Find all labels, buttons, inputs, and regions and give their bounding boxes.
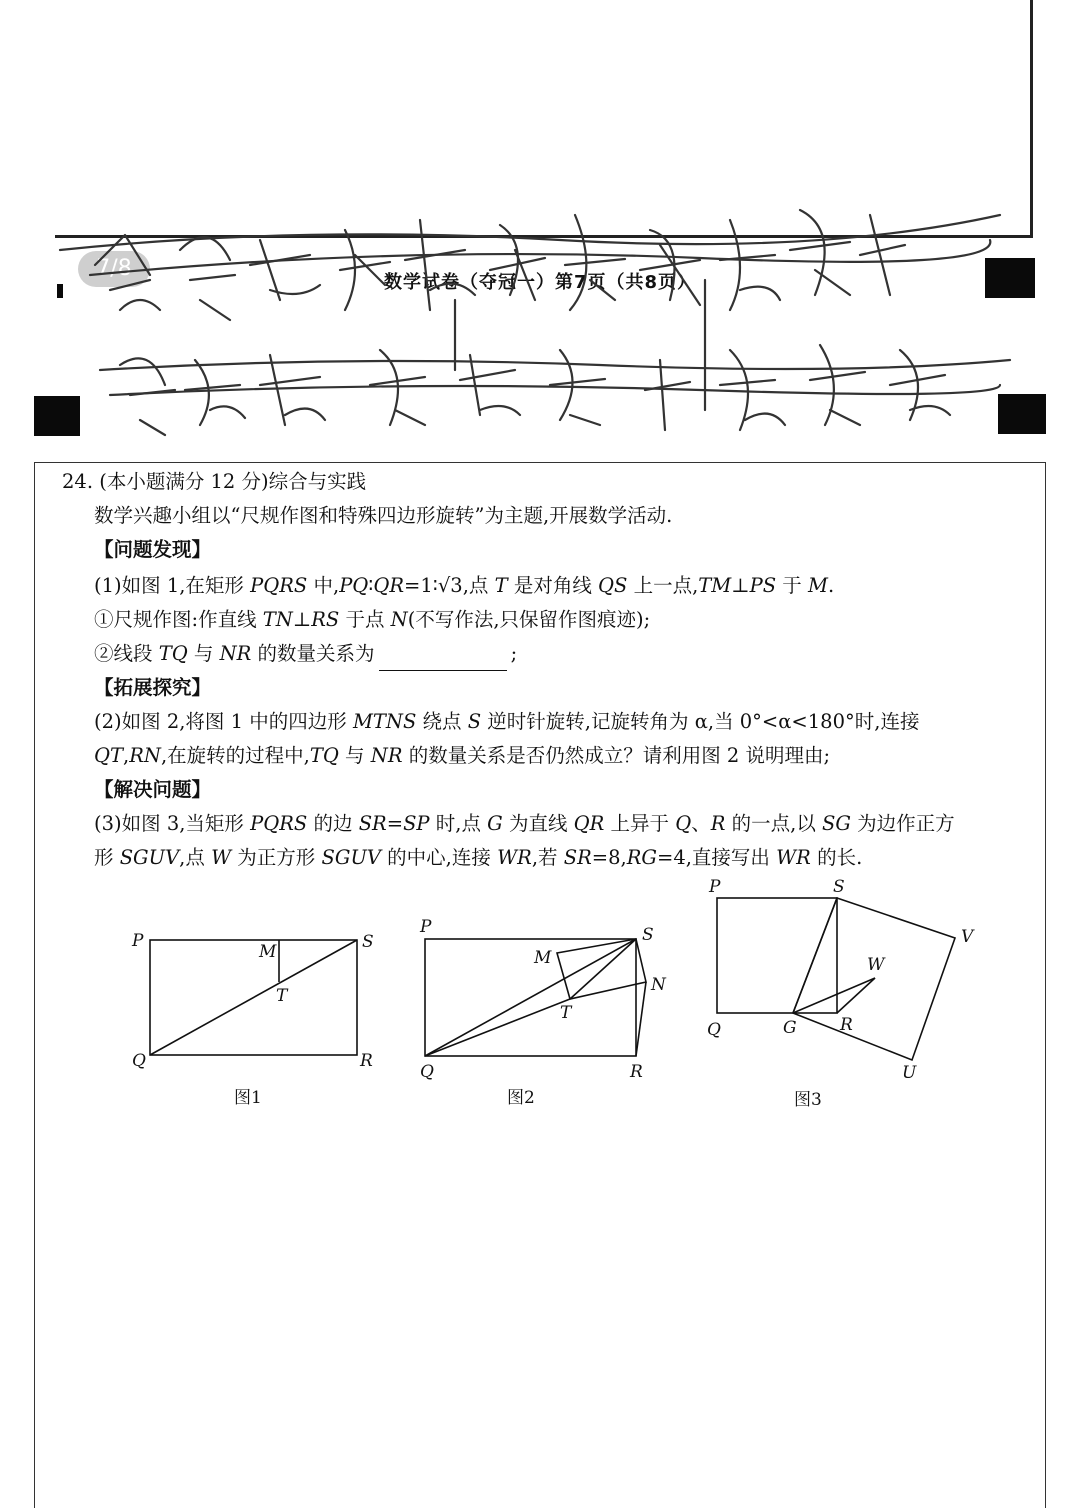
part1-sub1: ①尺规作图:作直线 TN⊥RS 于点 N(不写作法,只保留作图痕迹);: [94, 608, 651, 631]
page-footer: 数学试卷（夺冠一）第7页（共8页）: [383, 272, 697, 293]
fig2-label-q: Q: [420, 1062, 434, 1082]
part1-sub2: ②线段 TQ 与 NR 的数量关系为 ;: [94, 637, 517, 671]
fig1-label-p: P: [132, 931, 144, 951]
fig1-label-q: Q: [132, 1051, 146, 1071]
fig3-label-v: V: [961, 927, 974, 947]
question-header: (本小题满分 12 分)综合与实践: [99, 470, 367, 493]
fig3-caption: 图3: [794, 1090, 822, 1110]
fig3-segment-gw: [793, 978, 875, 1013]
fig2-segment-qt: [425, 999, 570, 1056]
section-problem-discovery: 【问题发现】: [94, 538, 212, 561]
fig3-segment-wr: [837, 978, 875, 1013]
figure-2: [410, 910, 690, 1085]
section-extended-exploration: 【拓展探究】: [94, 676, 212, 699]
fig2-label-n: N: [651, 975, 666, 995]
fig1-label-r: R: [360, 1051, 373, 1071]
page-counter-badge: 7/8: [78, 251, 150, 287]
fig3-square-pqrs: [717, 898, 837, 1013]
fig1-caption: 图1: [234, 1088, 262, 1108]
question-number: 24.: [62, 470, 94, 493]
fig3-label-g: G: [783, 1018, 797, 1038]
fig2-segment-rn: [636, 982, 646, 1056]
part3-statement-line1: (3)如图 3,当矩形 PQRS 的边 SR=SP 时,点 G 为直线 QR 上异于 Q、R 的一点,以 SG 为边作正方: [94, 812, 955, 835]
part1-statement: (1)如图 1,在矩形 PQRS 中,PQ∶QR=1∶√3,点 T 是对角线 QS 上一点,TM⊥PS 于 M.: [94, 574, 835, 597]
figure-3: [695, 870, 985, 1085]
fig1-label-t: T: [276, 986, 288, 1006]
answer-blank[interactable]: [379, 650, 507, 671]
fig3-label-q: Q: [707, 1020, 721, 1040]
fig3-label-s: S: [833, 877, 845, 897]
part3-statement-line2: 形 SGUV,点 W 为正方形 SGUV 的中心,连接 WR,若 SR=8,RG=4,直接写出 WR 的长.: [94, 846, 863, 869]
fig3-label-r: R: [840, 1015, 853, 1035]
fig1-label-s: S: [362, 932, 374, 952]
question-intro: 数学兴趣小组以“尺规作图和特殊四边形旋转”为主题,开展数学活动.: [94, 504, 673, 527]
fig2-label-p: P: [420, 917, 432, 937]
fig2-label-s: S: [642, 925, 654, 945]
fig2-label-m: M: [534, 948, 552, 968]
fig2-quadrilateral-mtns: [557, 939, 646, 999]
fig3-segment-sg: [793, 898, 837, 1013]
question-header-line: [62, 465, 366, 499]
handwriting-watermark: [0, 170, 1080, 460]
fig3-label-u: U: [902, 1063, 917, 1083]
part2-statement-line1: (2)如图 2,将图 1 中的四边形 MTNS 绕点 S 逆时针旋转,记旋转角为 α,当 0°<α<180°时,连接: [94, 710, 920, 733]
fig2-label-t: T: [560, 1003, 572, 1023]
fig3-label-w: W: [867, 955, 885, 975]
fig1-label-m: M: [259, 942, 277, 962]
fig2-segment-st: [570, 939, 636, 999]
fig2-label-r: R: [630, 1062, 643, 1082]
fig3-label-p: P: [709, 877, 721, 897]
figure-1: [120, 920, 390, 1080]
section-problem-solving: 【解决问题】: [94, 778, 212, 801]
fig1-diagonal-qs: [150, 940, 357, 1055]
part2-statement-line2: QT,RN,在旋转的过程中,TQ 与 NR 的数量关系是否仍然成立？请利用图 2 说明理由;: [94, 744, 831, 767]
fig2-diagonal-qs: [425, 939, 636, 1056]
fig2-caption: 图2: [507, 1088, 535, 1108]
